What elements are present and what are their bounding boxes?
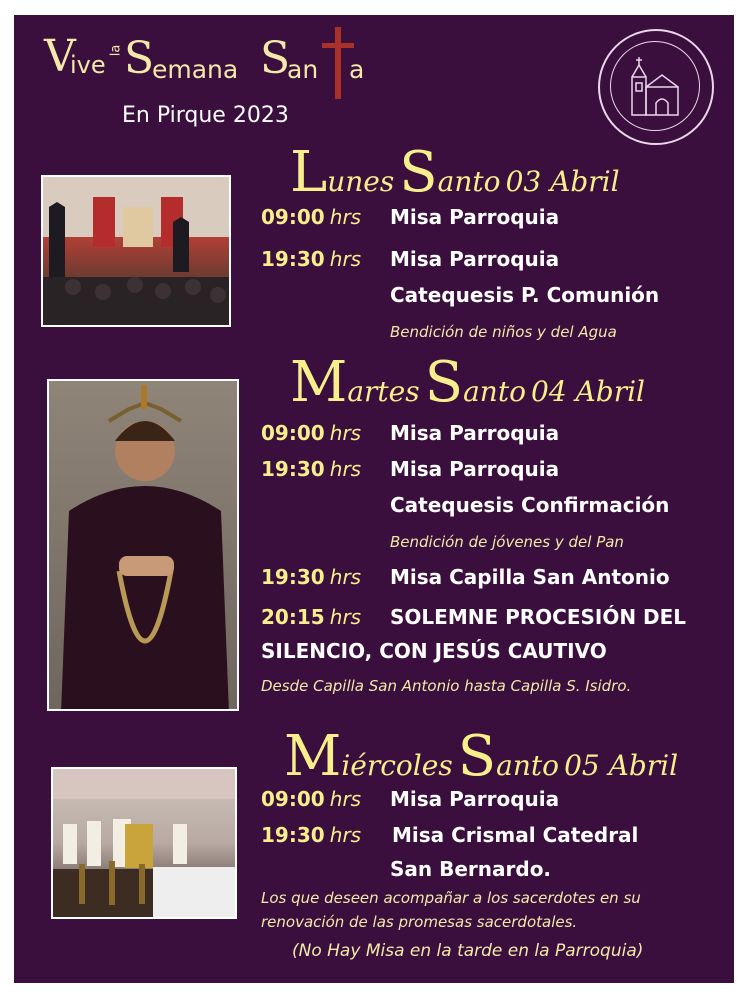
schedule-row: 09:00 hrs (261, 421, 362, 445)
activity-continued: SILENCIO, CON JESÚS CAUTIVO (261, 639, 607, 663)
no-mass-note: (No Hay Misa en la tarde en la Parroquia) (292, 941, 644, 961)
activity-extra: Catequesis Confirmación (390, 493, 670, 517)
photo-miercoles (51, 767, 237, 919)
title-an: an (287, 55, 319, 84)
activity: Misa Parroquia (390, 421, 560, 445)
schedule-row: 19:30 hrs (261, 457, 362, 481)
day-title-lunes: Lunes Santo 03 Abril (290, 140, 620, 205)
title-la: la (108, 44, 124, 57)
activity: Misa Parroquia (390, 787, 560, 811)
day-title-miercoles: Miércoles Santo 05 Abril (284, 724, 679, 789)
activity-extra: San Bernardo. (390, 857, 552, 881)
activity: Misa Parroquia (390, 457, 560, 481)
activity: Misa Capilla San Antonio (390, 565, 670, 589)
church-icon (622, 53, 688, 119)
activity: Misa Parroquia (390, 247, 560, 271)
schedule-row: 09:00 hrs (261, 787, 362, 811)
title-letter-v: V (44, 31, 76, 82)
schedule-row: 09:00 hrs (261, 205, 362, 229)
photo-lunes (41, 175, 231, 327)
schedule-row: 19:30 hrs (261, 823, 362, 847)
title-emana: emana (152, 55, 239, 84)
poster (11, 12, 737, 986)
schedule-row: 19:30 hrs (261, 247, 362, 271)
title-letter-s1: S (124, 33, 155, 84)
title-ive: ive (70, 51, 106, 79)
activity-note-continued: renovación de las promesas sacerdotales. (261, 913, 578, 931)
schedule-row: 20:15 hrs (261, 605, 362, 629)
parish-seal-logo (598, 29, 714, 145)
title-letter-s2: S (260, 33, 291, 84)
activity: Misa Parroquia (390, 205, 560, 229)
day-title-martes: Martes Santo 04 Abril (290, 350, 645, 415)
procession-route-note: Desde Capilla San Antonio hasta Capilla S. Isidro. (261, 677, 632, 695)
activity-note: Los que deseen acompañar a los sacerdotes en su (261, 889, 641, 907)
activity-note: Bendición de jóvenes y del Pan (390, 533, 624, 551)
photo-martes (47, 379, 239, 711)
activity-extra: Catequesis P. Comunión (390, 283, 660, 307)
activity-note: Bendición de niños y del Agua (390, 323, 617, 341)
title-a: a (349, 55, 365, 84)
activity: SOLEMNE PROCESIÓN DEL (390, 605, 687, 629)
event-subtitle: En Pirque 2023 (122, 103, 289, 128)
activity: Misa Crismal Catedral (392, 823, 639, 847)
schedule-row: 19:30 hrs (261, 565, 362, 589)
